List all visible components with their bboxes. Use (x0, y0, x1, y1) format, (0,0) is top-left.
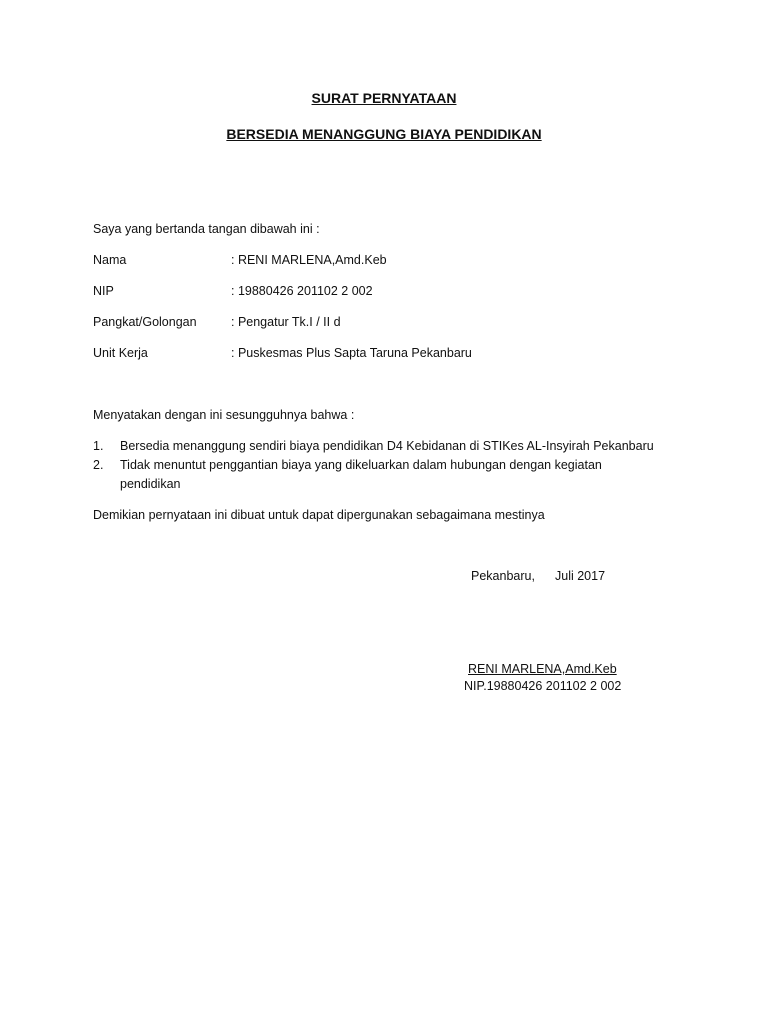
field-label-pangkat: Pangkat/Golongan (93, 315, 197, 329)
signer-nip: NIP.19880426 201102 2 002 (464, 679, 622, 693)
signer-name: RENI MARLENA,Amd.Keb (468, 662, 617, 676)
list-item-text-continuation: pendidikan (120, 477, 181, 491)
intro-text: Saya yang bertanda tangan dibawah ini : (93, 222, 320, 236)
field-value-nip: : 19880426 201102 2 002 (231, 284, 373, 298)
date-text: Juli 2017 (555, 569, 606, 583)
list-item-number: 1. (93, 439, 104, 453)
field-value-nama: : RENI MARLENA,Amd.Keb (231, 253, 387, 267)
field-label-nama: Nama (93, 253, 127, 267)
field-value-unit-kerja: : Puskesmas Plus Sapta Taruna Pekanbaru (231, 346, 472, 360)
list-item-text: Bersedia menanggung sendiri biaya pendidikan D4 Kebidanan di STIKes AL-Insyirah Pekanbaru (120, 439, 654, 453)
document-subtitle: BERSEDIA MENANGGUNG BIAYA PENDIDIKAN (226, 126, 542, 142)
list-item-number: 2. (93, 458, 104, 472)
list-item-text: Tidak menuntut penggantian biaya yang dikeluarkan dalam hubungan dengan kegiatan (120, 458, 602, 472)
document-title: SURAT PERNYATAAN (311, 90, 457, 106)
field-label-unit-kerja: Unit Kerja (93, 346, 148, 360)
place-text: Pekanbaru, (471, 569, 535, 583)
statement-intro: Menyatakan dengan ini sesungguhnya bahwa : (93, 408, 355, 422)
field-label-nip: NIP (93, 284, 114, 298)
closing-text: Demikian pernyataan ini dibuat untuk dapat dipergunakan sebagaimana mestinya (93, 508, 545, 522)
field-value-pangkat: : Pengatur Tk.I / II d (231, 315, 341, 329)
